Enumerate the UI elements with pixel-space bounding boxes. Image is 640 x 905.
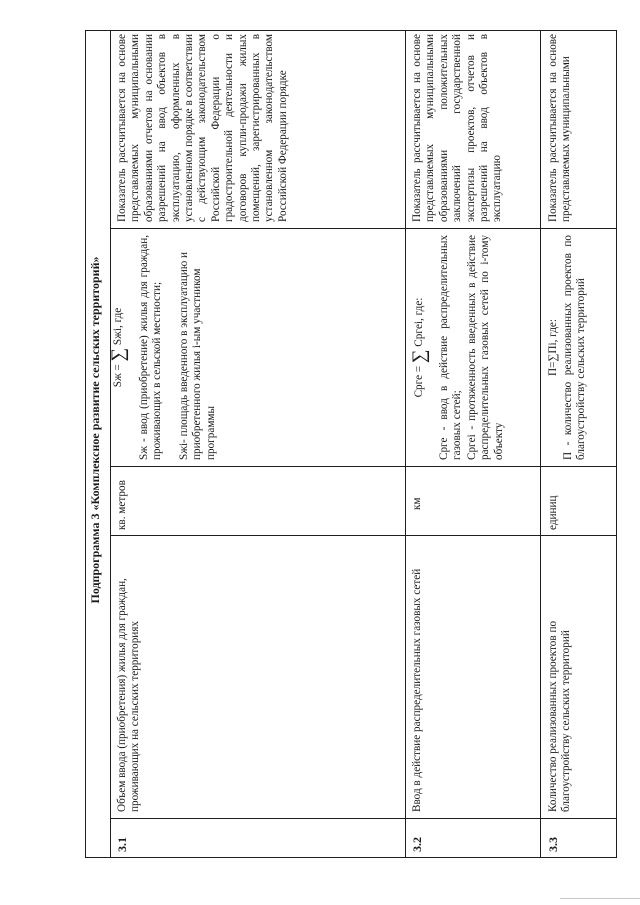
formula-definition: Cрге - ввод в действие распределительных газовых сетей; <box>438 235 464 460</box>
row-number: 3.1 <box>115 837 129 852</box>
unit-of-measure: единиц <box>547 495 559 530</box>
indicator-name: Объем ввода (приобретения) жилья для граждан, проживающих на сельских территориях <box>116 578 142 812</box>
formula-definition: Cргei - протяженность введенных в действие распределительных газовых сетей по i-тому объекту <box>466 235 505 460</box>
formula-lhs: Sж = <box>112 364 124 388</box>
calculation-source: Показатель рассчитывается на основе представляемых муниципальными образованиями отчетов на основании разрешений на ввод объектов в эксплуатацию, оформленных в установленном порядке в соответствии с действующим законодательством Российской Федерации о градостроительной деятельности и договоров купли-продажи жилых помещений, зарегистрированных в установленном законодательством Российской Федерации порядке <box>116 34 289 222</box>
sum-symbol: ∑ <box>409 349 430 364</box>
formula-lhs: Cрге = <box>413 363 425 398</box>
unit-of-measure: км <box>411 497 423 510</box>
formula-rhs: Sжi, где <box>112 307 124 346</box>
calculation-source: Показатель рассчитывается на основе представляемых муниципальными <box>547 34 573 222</box>
formula <box>409 235 430 460</box>
formula: П=∑Пi, где: <box>547 319 559 376</box>
formula-definition: П - количество реализованных проектов по благоустройству сельских территорий <box>562 235 588 460</box>
formula-definition: Sж - ввод (приобретение) жилья для граждан, проживающих в сельской местности; <box>138 235 164 460</box>
row-number: 3.2 <box>410 837 424 852</box>
row-number: 3.3 <box>546 837 560 852</box>
formula-definition: Sжi- площадь введенного в эксплуатацию и приобретенного жилья i-ым участником программы <box>178 252 217 460</box>
calculation-source: Показатель рассчитывается на основе представляемых муниципальными образованиями положительных заключений государственной экспертизы проектов, отчетов и разрешений на ввод объектов в эксплуатацию <box>411 34 504 222</box>
subprogram-title: Подпрограмма 3 «Комплексное развитие сельских территорий» <box>88 256 102 604</box>
formula-rhs: Cргei, где: <box>413 297 425 347</box>
indicator-name: Количество реализованных проектов по благоустройству сельских территорий <box>547 620 573 812</box>
sum-symbol: ∑ <box>108 347 129 362</box>
formula <box>108 235 129 460</box>
unit-of-measure: кв. метров <box>116 480 128 530</box>
indicator-name: Ввод в действие распределительных газовых сетей <box>411 568 423 812</box>
